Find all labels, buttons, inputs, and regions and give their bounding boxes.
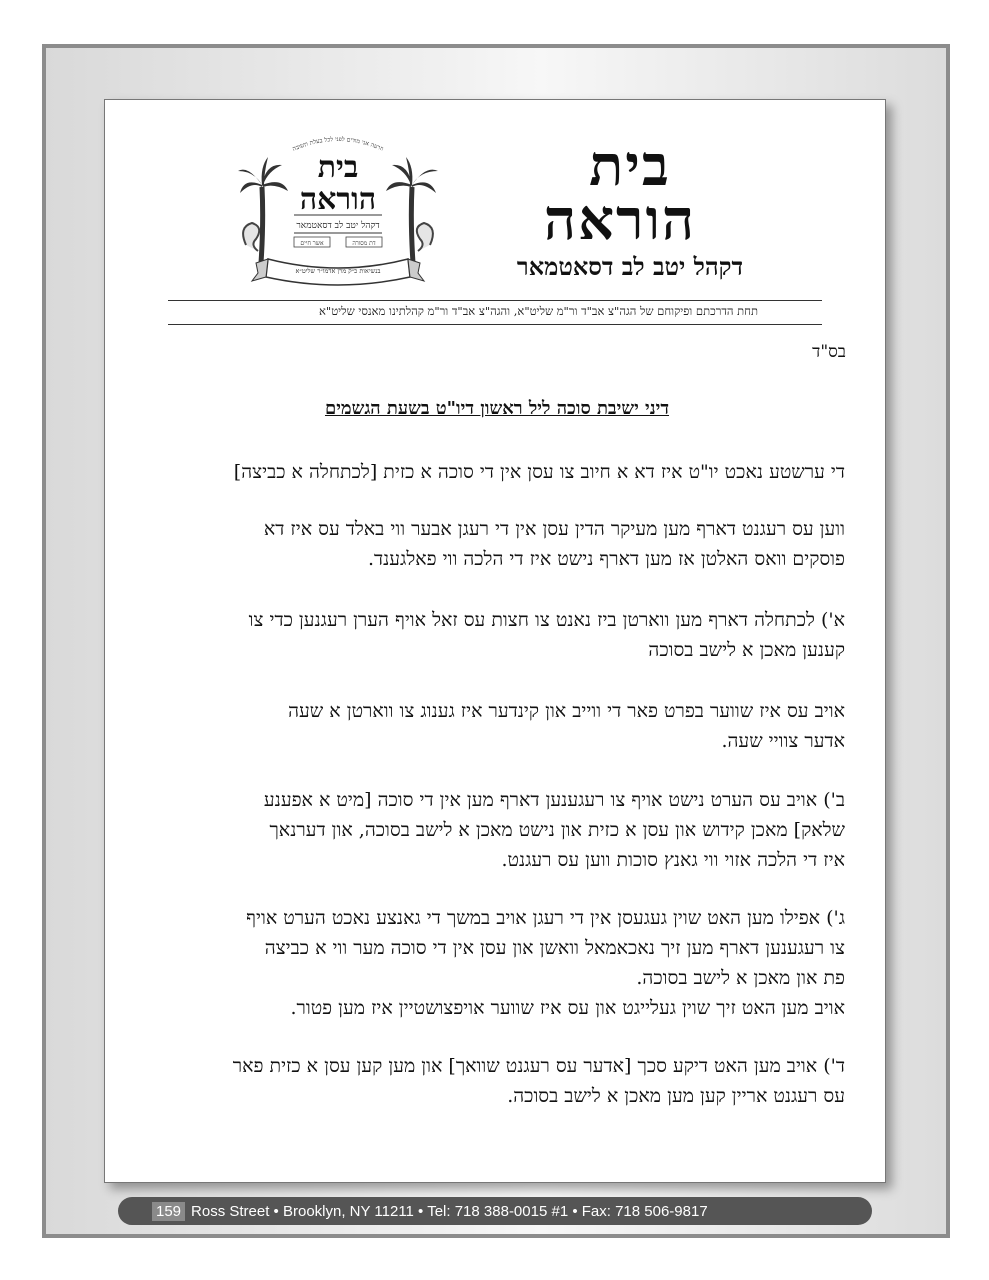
header-rule-top	[168, 300, 822, 301]
seal-right-tag: דת מסורה	[352, 240, 376, 247]
paragraph-line: קענען מאכן א לישב בסוכה	[648, 639, 845, 661]
paragraph-2	[133, 514, 845, 574]
paragraph-line: אויב מען האט זיך שוין געלייגט און עס איז שווער אויפצושטיין איז מען פטור.	[290, 997, 845, 1019]
letterhead-title-line1: בית	[589, 133, 671, 199]
paragraph-6	[133, 903, 845, 1023]
seal-arc-text: וזרעה אני מודים לפני לכל בעלת תשובה	[291, 135, 385, 153]
seal-line1: בית	[317, 150, 359, 185]
paragraph-line: ג') אפילו מען האט שוין געגעסן אין די רעגן אויב במשך די גאנצע נאכט הערט אויף	[246, 907, 845, 929]
seal-left-tag: אשר חיים	[300, 240, 324, 247]
paragraph-line: פוסקים וואס האלטן אז מען דארף נישט איז די הלכה ווי פאלגענד.	[367, 548, 845, 570]
paragraph-line: די ערשטע נאכט יו"ט איז דא א חיוב צו עסן אין די סוכה א כזית [לכתחלה א כביצה]	[233, 461, 845, 483]
paragraph-7	[133, 1051, 845, 1111]
footer-address-bar	[118, 1197, 872, 1225]
footer-address: Ross Street • Brooklyn, NY 11211 • Tel: 718 388-0015 #1 • Fax: 718 506-9817	[191, 1202, 708, 1220]
paragraph-line: צו רעגענען דארף מען זיך נאכאמאל וואשן און עסן אין די סוכה מער ווי א כביצה	[264, 937, 845, 959]
bsd-mark: בס"ד	[812, 342, 846, 362]
paragraph-line: איז די הלכה אזוי ווי גאנץ סוכות ווען עס רעגנט.	[501, 849, 845, 871]
seal-line2: הוראה	[299, 182, 377, 217]
paragraph-1	[133, 457, 845, 487]
paragraph-line: א') לכתחלה דארף מען ווארטן ביז נאנט צו חצות עס זאל אויף הערן רעגנען כדי צו	[248, 609, 845, 631]
paragraph-line: אדער צוויי שעה.	[721, 730, 845, 752]
paragraph-line: ב') אויב עס הערט נישט אויף צו רעגענען דארף מען אין די סוכה [מיט א אפענע	[263, 789, 845, 811]
paragraph-line: שלאק] מאכן קידוש און עסן א כזית און נישט מאכן א לישב בסוכה, און דערנאך	[269, 819, 845, 841]
seal-ribbon-text: בנשיאות כ״ק מרן אדמו״ר שליט״א	[295, 267, 381, 275]
header-rule-bottom	[168, 324, 822, 325]
letterhead-title-line2: הוראה	[543, 187, 697, 253]
paragraph-4	[133, 696, 845, 756]
paragraph-3	[133, 605, 845, 665]
footer-street-number: 159	[152, 1202, 185, 1221]
supervision-line: תחת הדרכתם ופיקוחם של הגה"צ אב"ד ור"מ שליט"א, והגה"צ אב"ד ור"מ קהלתינו מאנסי שליט"א	[319, 304, 758, 318]
seal-community: דקהל יטב לב דסאטמאר	[296, 221, 380, 231]
paragraph-5	[133, 785, 845, 875]
paragraph-line: פת און מאכן א לישב בסוכה.	[636, 967, 845, 989]
document-title: דיני ישיבת סוכה ליל ראשון דיו"ט בשעת הגשמים	[324, 398, 670, 419]
paragraph-line: ד') אויב מען האט דיקע סכך [אדער עס רעגנט שוואך] און מען קען עסן א כזית פאר	[232, 1055, 845, 1077]
letterhead-community: דקהל יטב לב דסאטמאר	[516, 252, 744, 281]
paragraph-line: אויב עס איז שווער בפרט פאר די ווייב און קינדער איז גענוג צו ווארטן א שעה	[288, 700, 845, 722]
paragraph-line: עס רעגנט אריין קען מען מאכן א לישב בסוכה.	[507, 1085, 845, 1107]
beis-horaah-seal-logo	[238, 127, 438, 295]
paragraph-line: ווען עס רעגנט דארף מען מעיקר הדין עסן אין די רעגן אבער ווי באלד עס איז דא	[263, 518, 845, 540]
